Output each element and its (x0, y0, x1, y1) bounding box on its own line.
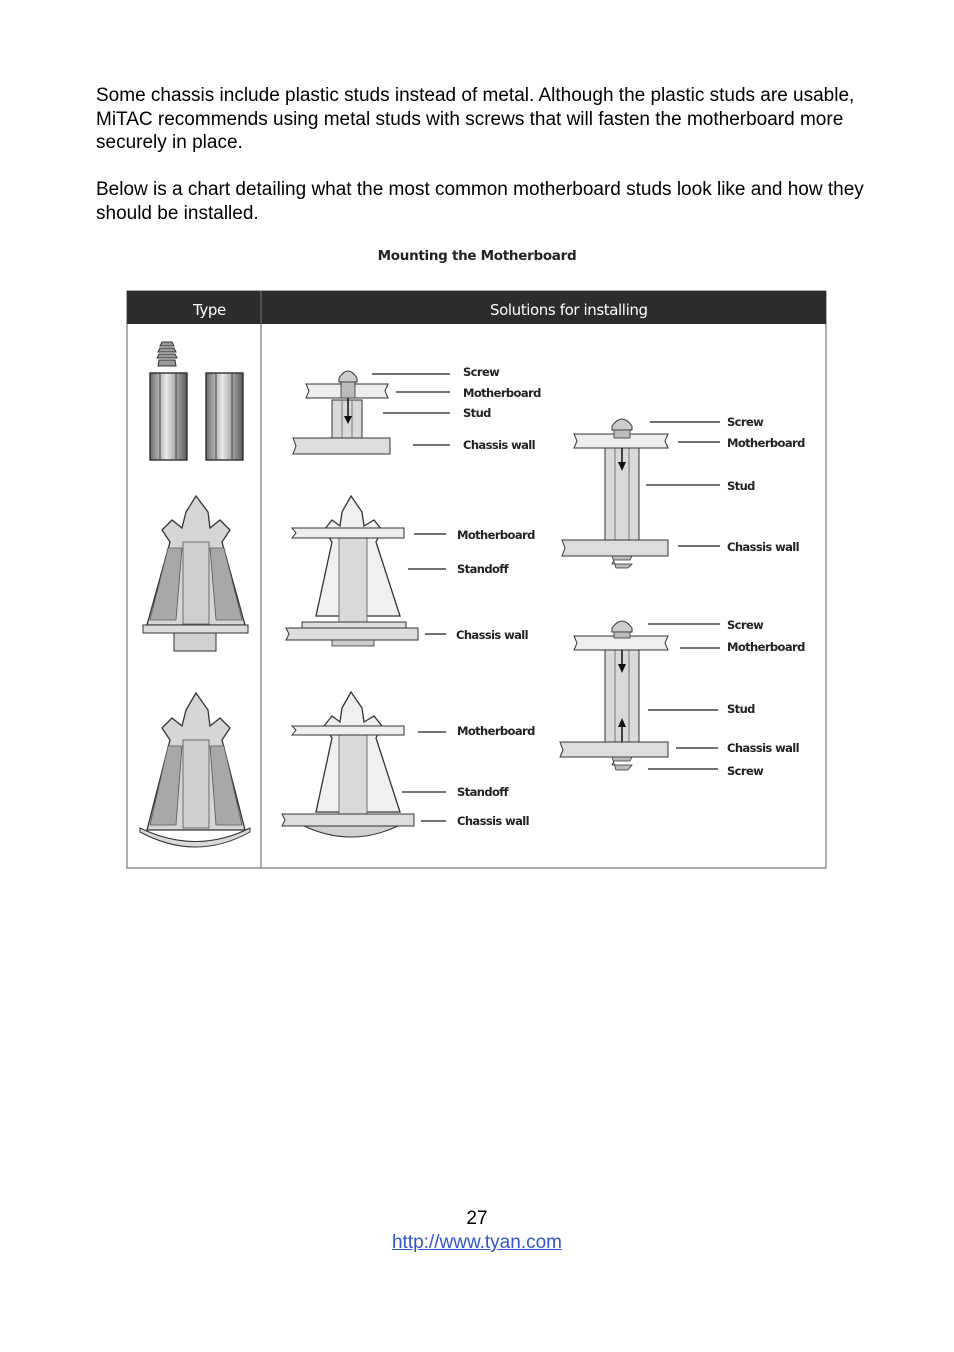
label-e-standoff: Standoff (457, 785, 509, 799)
label-b-stud: Stud (727, 479, 755, 493)
label-d-screw: Screw (727, 618, 764, 632)
chart-intro-paragraph: Below is a chart detailing what the most common motherboard studs look like and how they should be installed. (96, 179, 864, 224)
label-c-standoff: Standoff (457, 562, 509, 576)
label-a-chassis: Chassis wall (463, 438, 535, 452)
label-a-screw: Screw (463, 365, 500, 379)
figure-title: Mounting the Motherboard (377, 248, 577, 264)
website-link[interactable]: http://www.tyan.com (391, 1232, 562, 1253)
header-solutions: Solutions for installing (490, 301, 648, 319)
label-d-screw2: Screw (727, 764, 764, 778)
label-d-stud: Stud (727, 702, 755, 716)
label-c-chassis: Chassis wall (456, 628, 528, 642)
label-d-motherboard: Motherboard (727, 640, 805, 654)
metal-stud-hollow-icon (206, 373, 243, 460)
mounting-figure (0, 280, 954, 880)
table-header-bar (127, 291, 826, 324)
label-e-motherboard: Motherboard (457, 724, 535, 738)
intro-paragraph: Some chassis include plastic studs instead of metal. Although the plastic studs are usable, MiTAC recommends using metal studs with screws that will fasten the motherboard more securely in place. (96, 85, 855, 153)
page-number: 27 (466, 1208, 488, 1229)
label-b-motherboard: Motherboard (727, 436, 805, 450)
label-b-chassis: Chassis wall (727, 540, 799, 554)
label-b-screw: Screw (727, 415, 764, 429)
label-c-motherboard: Motherboard (457, 528, 535, 542)
label-a-motherboard: Motherboard (463, 386, 541, 400)
label-e-chassis: Chassis wall (457, 814, 529, 828)
label-d-chassis: Chassis wall (727, 741, 799, 755)
label-a-stud: Stud (463, 406, 491, 420)
header-type: Type (193, 301, 226, 319)
